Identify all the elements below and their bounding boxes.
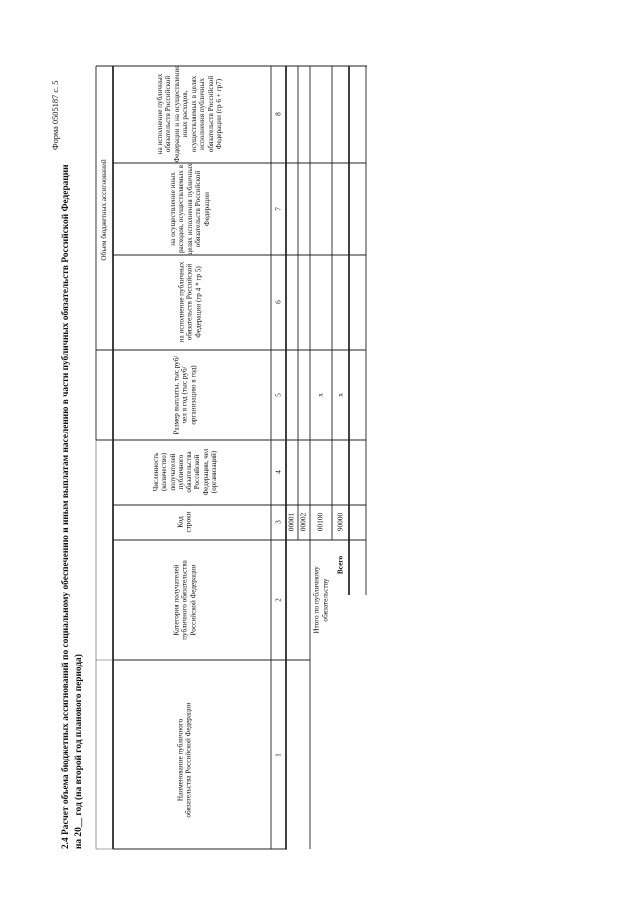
col-number: 7 — [273, 207, 283, 211]
col-number: 3 — [273, 520, 283, 524]
row-code: 00100 — [315, 512, 325, 532]
form-code: Форма 0505187 с. 5 — [51, 80, 60, 150]
col-header-recipients-count: Численность (количество) получателей публичного обязательства Российской Федерации, чел (организаций) — [152, 448, 218, 496]
col-header-obligations-execution: на исполнение публичных обязательств Российской Федерации (гр 4 * гр 5) — [177, 261, 203, 343]
col-header-payment-size: Размер выплаты, тыс руб/чел в год (тыс руб/организацию в год) — [172, 355, 198, 435]
col-header-obligation-name: Наименование публичного обязательства Российской Федерации — [176, 702, 193, 818]
section-title: 2.4 Расчет объема бюджетных ассигнований по социальному обеспечению и иным выплатам населению в части публичных обязательств Российской Федерации — [61, 164, 71, 849]
col-header-total-allocations: на исполнение публичных обязательств Российской Федерации и на осуществление иных расходов, осуществляемых в целях исполнения публичных обязательств Российской Федерации (гр 6 + гр7) — [156, 65, 224, 163]
col-number: 2 — [273, 598, 283, 602]
col-number: 1 — [273, 753, 283, 757]
row-x-mark: x — [315, 393, 325, 397]
total-label: Всего — [335, 555, 345, 575]
col-number: 5 — [273, 393, 283, 397]
col-number: 6 — [273, 300, 283, 304]
col-number: 8 — [273, 112, 283, 116]
col-header-row-code: Код строки — [176, 511, 193, 533]
row-code: 00002 — [298, 512, 308, 532]
col-header-recipient-category: Категория получателей публичного обязательства Российской Федерации — [172, 560, 198, 640]
col-group-header-budget-allocations: Объем бюджетных ассигнований — [99, 159, 108, 261]
col-header-other-expenses: на осуществление иных расходов, осуществляемых в целях исполнения публичных обязательств Российской Федерации — [168, 163, 211, 255]
section-subtitle: на 20__ год (на второй год планового периода) — [74, 654, 84, 849]
row-code: 00001 — [286, 512, 296, 532]
row-code: 90000 — [335, 512, 345, 532]
subtotal-label: Итого по публичному обязательству — [311, 566, 329, 634]
col-number: 4 — [273, 470, 283, 474]
row-x-mark: x — [335, 393, 345, 397]
